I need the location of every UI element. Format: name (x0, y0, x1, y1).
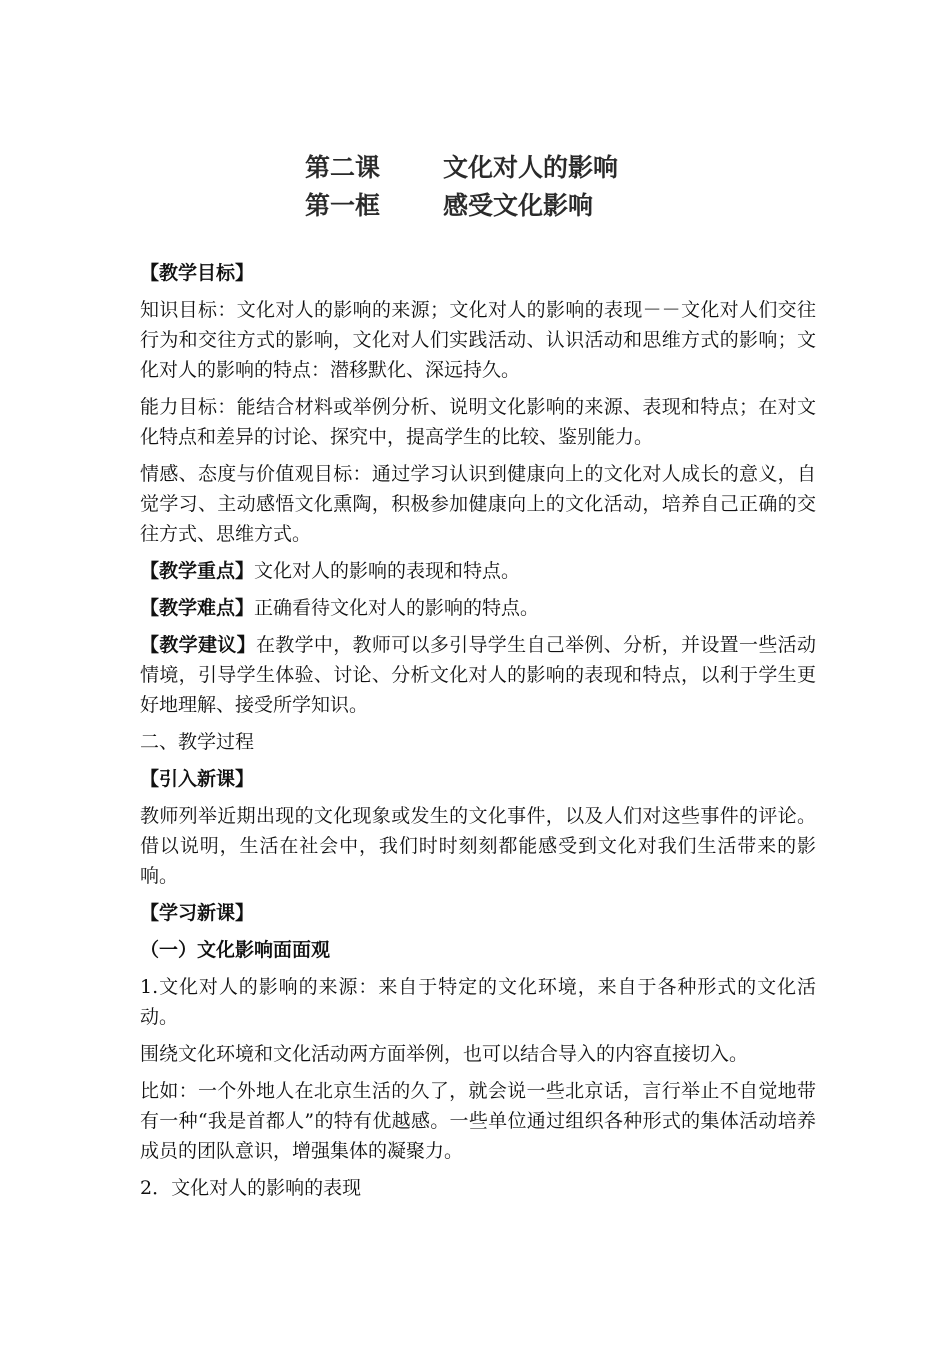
intro-heading: 【引入新课】 (140, 768, 255, 790)
point-1: 1.文化对人的影响的来源：来自于特定的文化环境，来自于各种形式的文化活动。 (140, 976, 816, 1028)
title-line-1 (0, 148, 950, 186)
lesson-title: 文化对人的影响 (443, 153, 619, 182)
key-point (140, 556, 816, 586)
ability-goal: 能力目标：能结合材料或举例分析、说明文化影响的来源、表现和特点；在对文化特点和差异的讨论、探究中，提高学生的比较、鉴别能力。 (140, 396, 816, 448)
intro-text: 教师列举近期出现的文化现象或发生的文化事件，以及人们对这些事件的评论。借以说明，生活在社会中，我们时时刻刻都能感受到文化对我们生活带来的影响。 (140, 805, 816, 887)
key-point-text: 文化对人的影响的表现和特点。 (254, 560, 521, 582)
section-number: 第一框 (305, 191, 381, 220)
emotion-goal: 情感、态度与价值观目标：通过学习认识到健康向上的文化对人成长的意义，自觉学习、主动感悟文化熏陶，积极参加健康向上的文化活动，培养自己正确的交往方式、思维方式。 (140, 463, 816, 545)
suggestion (140, 630, 816, 720)
suggestion-label: 【教学建议】 (140, 634, 256, 656)
key-point-label: 【教学重点】 (140, 560, 255, 582)
example-text: 比如：一个外地人在北京生活的久了，就会说一些北京话，言行举止不自觉地带有一种“我是首都人”的特有优越感。一些单位通过组织各种形式的集体活动培养成员的团队意识，增强集体的凝聚力。 (140, 1080, 816, 1162)
knowledge-goal: 知识目标：文化对人的影响的来源；文化对人的影响的表现－－文化对人们交往行为和交往方式的影响，文化对人们实践活动、认识活动和思维方式的影响；文化对人的影响的特点：潜移默化、深远持久。 (140, 299, 816, 381)
document-body (140, 258, 816, 1210)
learn-heading: 【学习新课】 (140, 902, 255, 924)
difficulty-label: 【教学难点】 (140, 597, 255, 619)
objectives-heading: 【教学目标】 (140, 262, 255, 284)
suggestion-text: 在教学中，教师可以多引导学生自己举例、分析，并设置一些活动情境，引导学生体验、讨论、分析文化对人的影响的表现和特点，以利于学生更好地理解、接受所学知识。 (140, 634, 816, 716)
section-title: 感受文化影响 (443, 191, 594, 220)
point-1-note: 围绕文化环境和文化活动两方面举例，也可以结合导入的内容直接切入。 (140, 1043, 749, 1065)
point-2: 2．文化对人的影响的表现 (140, 1177, 362, 1199)
difficulty-text: 正确看待文化对人的影响的特点。 (254, 597, 540, 619)
document-title (0, 148, 950, 224)
process-heading: 二、教学过程 (140, 731, 255, 753)
difficulty (140, 593, 816, 623)
sub-heading-1: （一）文化影响面面观 (140, 939, 331, 961)
title-line-2 (0, 186, 950, 224)
lesson-number: 第二课 (305, 153, 381, 182)
